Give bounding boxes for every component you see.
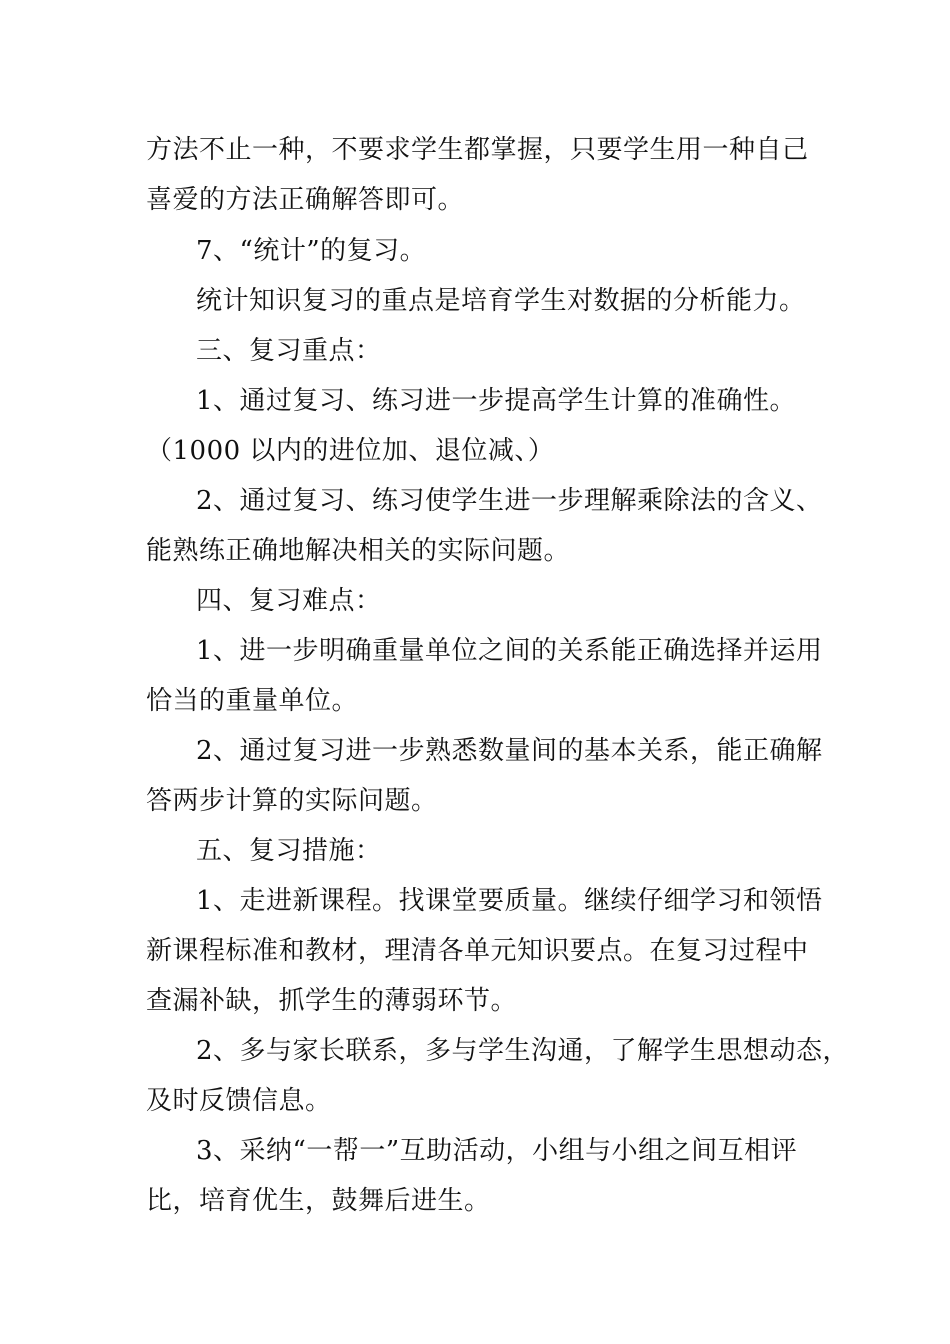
section-heading: 四、复习难点： [196,586,382,616]
text-line: 2、通过复习、练习使学生进一步理解乘除法的含义、 [196,486,823,516]
text-line: 比，培育优生，鼓舞后进生。 [146,1186,491,1216]
text-line: 2、通过复习进一步熟悉数量间的基本关系，能正确解 [196,736,823,766]
text-line: 1、进一步明确重量单位之间的关系能正确选择并运用 [196,636,823,666]
text-line: 能熟练正确地解决相关的实际问题。 [146,536,571,566]
text-line: 方法不止一种，不要求学生都掌握，只要学生用一种自己 [146,135,809,165]
text-line: （1000 以内的进位加、退位减、） [146,436,555,466]
text-line: 及时反馈信息。 [146,1086,332,1116]
section-heading: 三、复习重点： [196,336,382,366]
text-line: 新课程标准和教材，理清各单元知识要点。在复习过程中 [146,936,809,966]
text-line: 统计知识复习的重点是培育学生对数据的分析能力。 [196,286,806,316]
text-line: 查漏补缺，抓学生的薄弱环节。 [146,986,518,1016]
text-line: 2、多与家长联系，多与学生沟通，了解学生思想动态， [196,1036,850,1066]
text-line: 1、通过复习、练习进一步提高学生计算的准确性。 [196,386,797,416]
section-heading: 7、“统计”的复习。 [196,236,427,266]
text-line: 1、走进新课程。找课堂要质量。继续仔细学习和领悟 [196,886,823,916]
text-line: 答两步计算的实际问题。 [146,786,438,816]
text-line: 恰当的重量单位。 [146,686,359,716]
section-heading: 五、复习措施： [196,836,382,866]
text-line: 3、采纳“一帮一”互助活动，小组与小组之间互相评 [196,1136,798,1166]
text-line: 喜爱的方法正确解答即可。 [146,185,465,215]
